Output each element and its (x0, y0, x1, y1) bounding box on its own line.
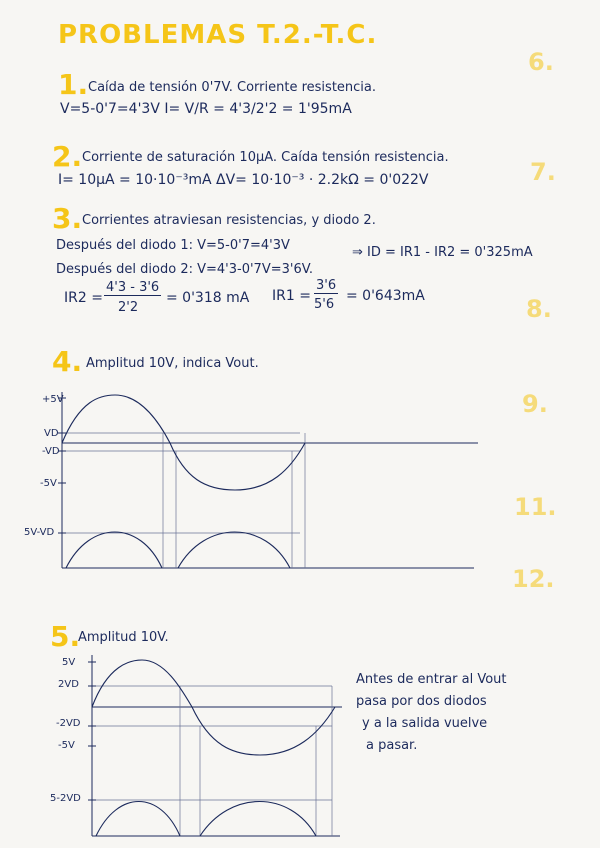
p5-label-minus5v: -5V (58, 740, 75, 751)
problem-1-formula: V=5-0'7=4'3V I= V/R = 4'3/2'2 = 1'95mA (60, 101, 352, 117)
p4-label-plus5v: +5V (42, 394, 64, 405)
p5-label-5-2vd: 5-2VD (50, 793, 81, 804)
ghost-number-9: 9. (522, 390, 548, 418)
p4-label-5v-vd: 5V-VD (24, 527, 55, 538)
ir1-numerator: 3'6 (316, 278, 337, 293)
p4-output-arch-2 (178, 532, 290, 568)
ghost-number-12: 12. (512, 565, 555, 593)
p5-output-arch-1 (96, 802, 180, 837)
p4-label-vd: VD (44, 428, 59, 439)
p5-note-line-1: Antes de entrar al Vout (356, 672, 507, 687)
ghost-number-11: 11. (514, 493, 557, 521)
problem-1-text: Caída de tensión 0'7V. Corriente resistencia. (88, 80, 377, 95)
p5-label-2vd: 2VD (58, 679, 79, 690)
problem-5-text: Amplitud 10V. (78, 630, 169, 645)
problem-3-line-2: Después del diodo 2: V=4'3-0'7V=3'6V. (56, 262, 314, 277)
p5-label-minus-2vd: -2VD (56, 718, 81, 729)
problem-3-line-1b: ⇒ ID = IR1 - IR2 = 0'325mA (352, 245, 533, 260)
ir2-label: IR2 = (64, 290, 103, 306)
p5-output-arch-2 (200, 802, 316, 837)
ghost-number-8: 8. (526, 295, 552, 323)
ghost-number-6: 6. (528, 48, 554, 76)
p4-label-minus5v: -5V (40, 478, 57, 489)
problem-5-number: 5. (50, 620, 81, 653)
problem-2-text: Corriente de saturación 10μA. Caída tensión resistencia. (82, 150, 449, 165)
ir2-denominator: 2'2 (118, 300, 139, 315)
problem-4-number: 4. (52, 345, 83, 378)
problem-2-number: 2. (52, 140, 83, 173)
p5-label-5v: 5V (62, 657, 76, 668)
p5-note-line-3: y a la salida vuelve (362, 716, 488, 731)
p5-note-line-4: a pasar. (366, 738, 418, 753)
p4-label-minus-vd: -VD (42, 446, 60, 457)
problem-3-text: Corrientes atraviesan resistencias, y diodo 2. (82, 213, 376, 228)
ir1-result: = 0'643mA (346, 288, 425, 304)
ghost-number-7: 7. (530, 158, 556, 186)
ir2-numerator: 4'3 - 3'6 (106, 280, 160, 295)
ir2-result: = 0'318 mA (166, 290, 250, 306)
problem-2-formula: I= 10μA = 10·10⁻³mA ΔV= 10·10⁻³ · 2.2kΩ = 0'022V (58, 172, 429, 188)
problem-3-line-1: Después del diodo 1: V=5-0'7=4'3V (56, 238, 290, 253)
problem-4-text: Amplitud 10V, indica Vout. (86, 356, 259, 371)
page-title: PROBLEMAS T.2.-T.C. (58, 20, 378, 50)
problem-1-number: 1. (58, 68, 89, 101)
p4-output-arch-1 (66, 532, 162, 568)
ir1-label: IR1 = (272, 288, 311, 304)
ir1-denominator: 5'6 (314, 297, 335, 312)
p5-note-line-2: pasa por dos diodos (356, 694, 487, 709)
problem-3-number: 3. (52, 202, 83, 235)
